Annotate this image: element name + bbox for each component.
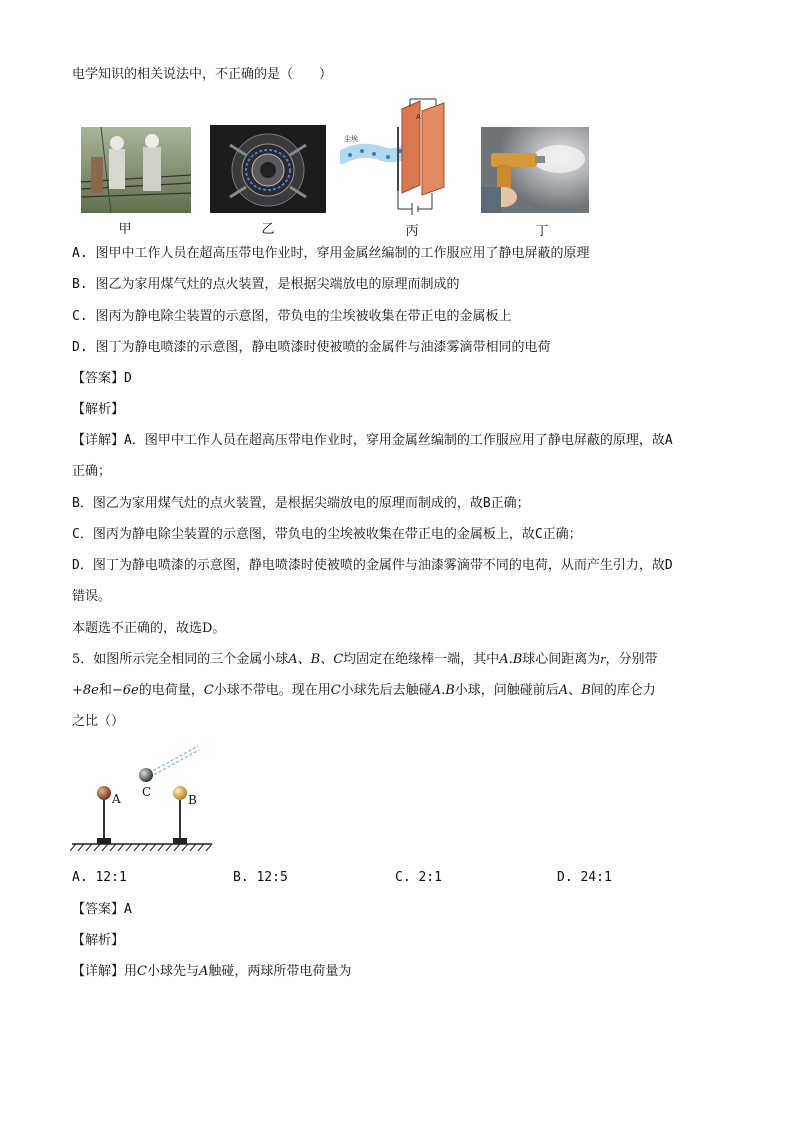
q5-text: 触碰，两球所带电荷量为 — [208, 964, 352, 979]
q5-text: ，分别带 — [605, 652, 658, 667]
q4-detail-line-3: B．图乙为家用煤气灶的点火装置，是根据尖端放电的原理而制成的，故B正确； — [72, 496, 530, 511]
q5-choice-a: A. 12:1 — [72, 870, 127, 885]
q5-var: A.B — [431, 683, 455, 698]
caption-jia: 甲 — [118, 222, 132, 237]
q4-stem: 电学知识的相关说法中，不正确的是（ ） — [72, 67, 333, 82]
ball-label-b: B — [188, 793, 197, 807]
q5-var: +8e — [72, 683, 99, 698]
q5-text: 、 — [568, 683, 582, 698]
q4-option-b: B. 图乙为家用煤气灶的点火装置，是根据尖端放电的原理而制成的 — [72, 277, 460, 292]
q5-var: C — [137, 964, 147, 979]
q4-detail-line-1: 【详解】A．图甲中工作人员在超高压带电作业时，穿用金属丝编制的工作服应用了静电屏蔽的原理，故A — [72, 433, 673, 448]
q5-text: 5．如图所示完全相同的三个金属小球 — [72, 652, 289, 667]
q4-answer: 【答案】D — [72, 371, 132, 386]
q5-choice-d: D. 24:1 — [557, 870, 612, 885]
figure-bing-dust-label: 尘埃 — [344, 135, 358, 143]
q5-var: A — [558, 683, 569, 698]
ball-b — [173, 786, 187, 800]
q4-detail-line-5: D．图丁为静电喷漆的示意图，静电喷漆时使被喷的金属件与油漆雾滴带不同的电荷，从而产生引力，故D — [72, 558, 673, 573]
q5-text: 和 — [98, 683, 112, 698]
q5-var: C — [330, 683, 341, 698]
q5-text: 小球先后去触碰 — [340, 683, 432, 698]
q5-stem-line-2 — [72, 682, 656, 700]
q4-detail-line-6: 错误。 — [72, 589, 112, 604]
caption-bing: 丙 — [405, 224, 419, 239]
q5-text: 【详解】用 — [72, 964, 138, 979]
figure-yi-image — [210, 125, 326, 213]
q5-choice-c: C. 2:1 — [395, 870, 442, 885]
q4-option-a: A. 图甲中工作人员在超高压带电作业时，穿用金属丝编制的工作服应用了静电屏蔽的原理 — [72, 246, 590, 261]
ball-label-a: A — [112, 792, 121, 806]
q4-option-c: C. 图丙为静电除尘装置的示意图，带负电的尘埃被收集在带正电的金属板上 — [72, 309, 512, 324]
figure-bing-image — [340, 97, 458, 217]
q5-stem-line-1 — [72, 651, 658, 669]
q5-var: A — [198, 964, 209, 979]
q5-text: 小球不带电。现在用 — [213, 683, 331, 698]
ball-label-c: C — [142, 785, 152, 799]
figure-ding-image — [481, 127, 589, 213]
q4-option-d: D. 图丁为静电喷漆的示意图，静电喷漆时使被喷的金属件与油漆雾滴带相同的电荷 — [72, 340, 551, 355]
q5-answer: 【答案】A — [72, 902, 132, 917]
q5-stem-line-3: 之比（） — [72, 714, 125, 729]
caption-ding: 丁 — [535, 224, 549, 239]
q4-detail-line-4: C．图丙为静电除尘装置的示意图，带负电的尘埃被收集在带正电的金属板上，故C正确； — [72, 527, 582, 542]
q4-analysis-heading: 【解析】 — [72, 402, 125, 417]
q5-text: 的电荷量， — [138, 683, 204, 698]
q5-var: C — [203, 683, 214, 698]
q5-var: A.B — [499, 652, 523, 667]
figure-jia-image — [81, 127, 191, 213]
q5-detail-line-1 — [72, 963, 351, 981]
q5-var: B — [581, 683, 591, 698]
q5-analysis-heading: 【解析】 — [72, 933, 125, 948]
q5-text: 小球先与 — [146, 964, 199, 979]
ball-a — [97, 786, 111, 800]
q5-var: r — [600, 653, 606, 666]
q5-text: 均固定在绝缘棒一端，其中 — [343, 652, 500, 667]
q5-var: −6e — [111, 683, 139, 698]
ball-c — [139, 768, 153, 782]
q4-conclusion: 本题选不正确的，故选D。 — [72, 621, 226, 636]
caption-yi: 乙 — [261, 222, 275, 237]
q5-choice-b: B. 12:5 — [233, 870, 288, 885]
q5-var: A、B、C — [288, 652, 344, 667]
q4-detail-line-2: 正确； — [72, 464, 112, 479]
ground-hatch — [70, 844, 212, 851]
q5-text: 球心间距离为 — [522, 652, 601, 667]
q5-text: 间的库仑力 — [590, 683, 656, 698]
svg-text:A: A — [416, 113, 421, 121]
q5-text: 小球，问触碰前后 — [454, 683, 559, 698]
q5-figure — [70, 742, 220, 857]
